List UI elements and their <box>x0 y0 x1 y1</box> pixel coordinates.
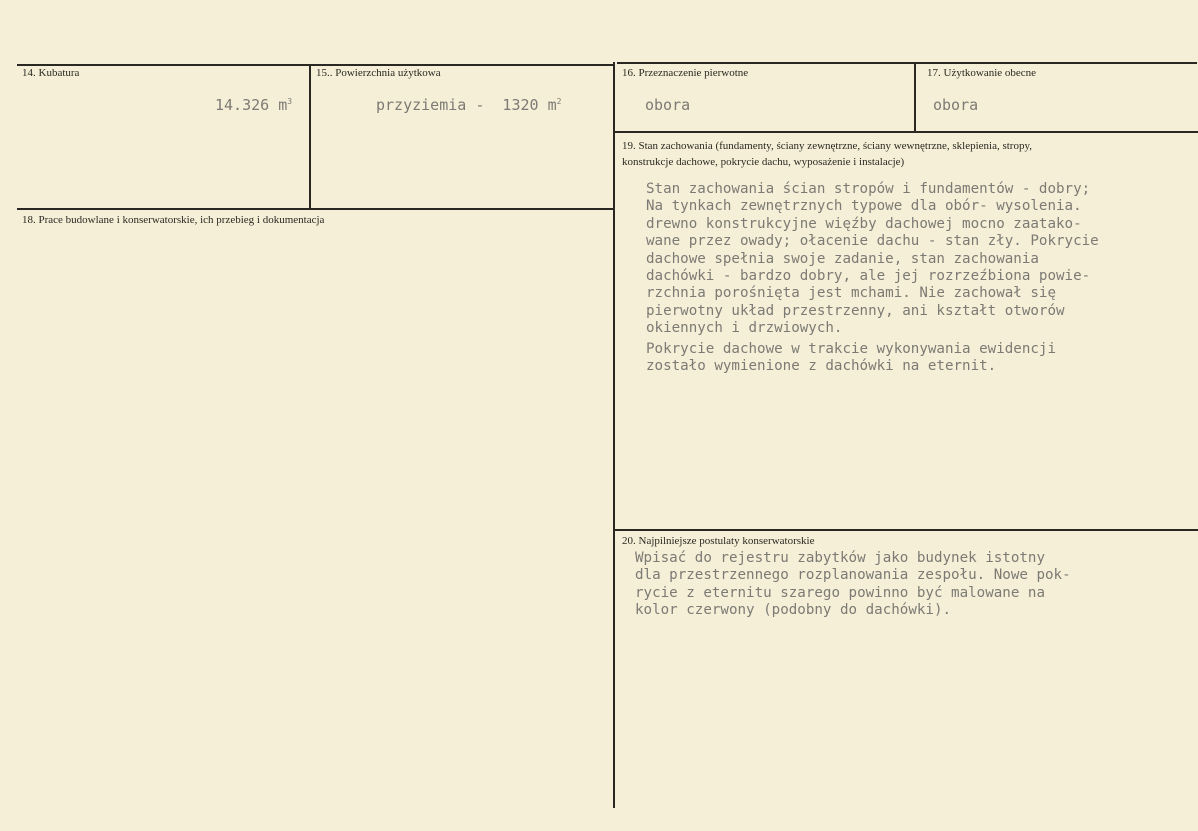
field-20-text-line: kolor czerwony (podobny do dachówki). <box>635 602 952 619</box>
center-divider <box>613 62 615 808</box>
field-19-text-line: wane przez owady; ołacenie dachu - stan zły. Pokrycie <box>646 233 1099 250</box>
field-14-label: 14. Kubatura <box>22 67 80 79</box>
field-19-text-line: dachówki - bardzo dobry, ale jej rozrzeźbiona powie- <box>646 268 1091 285</box>
field-14-unit-sup: 3 <box>287 97 293 106</box>
field-14-value-text: 14.326 m <box>215 96 288 114</box>
field-19-text-line: drewno konstrukcyjne więźby dachowej mocno zaatako- <box>646 215 1082 232</box>
field-20-text <box>635 550 1071 620</box>
rule-under-16-17 <box>615 131 1198 133</box>
field-19-text-line: Stan zachowania ścian stropów i fundamentów - dobry; <box>646 181 1091 197</box>
field-14-value <box>215 96 292 114</box>
field-15-value <box>376 96 561 114</box>
top-rule-right <box>617 62 1197 64</box>
field-15-label: 15.. Powierzchnia użytkowa <box>316 67 441 79</box>
field-19-text-line: Pokrycie dachowe w trakcie wykonywania ewidencji <box>646 341 1056 357</box>
field-19-text-line: okiennych i drzwiowych. <box>646 320 843 337</box>
field-19-label-line1: 19. Stan zachowania (fundamenty, ściany zewnętrzne, ściany wewnętrzne, sklepienia, stropy, <box>622 140 1033 152</box>
field-16-label: 16. Przeznaczenie pierwotne <box>622 67 749 79</box>
field-17-label: 17. Użytkowanie obecne <box>927 67 1037 79</box>
field-19-text-line: Na tynkach zewnętrznych typowe dla obór- wysolenia. <box>646 198 1082 215</box>
field-19-label-line2: konstrukcje dachowe, pokrycie dachu, wyposażenie i instalacje) <box>622 156 905 168</box>
field-16-value: obora <box>645 96 691 114</box>
field-17-value: obora <box>933 96 979 114</box>
field-20-text-line: dla przestrzennego rozplanowania zespołu. Nowe pok- <box>635 567 1071 584</box>
top-rule-left <box>17 64 613 66</box>
field-19-text-line: pierwotny układ przestrzenny, ani kształt otworów <box>646 302 1065 319</box>
field-19-text-line: zostało wymienione z dachówki na eternit. <box>646 358 997 375</box>
divider-14-15 <box>309 64 311 208</box>
field-15-value-text: przyziemia - 1320 m <box>376 96 557 114</box>
rule-above-18 <box>17 208 613 210</box>
rule-above-20 <box>615 529 1198 531</box>
field-19-paragraph-2 <box>646 341 1056 376</box>
divider-16-17 <box>914 62 916 132</box>
field-15-unit-sup: 2 <box>556 97 562 106</box>
field-18-label: 18. Prace budowlane i konserwatorskie, ich przebieg i dokumentacja <box>22 214 325 226</box>
field-20-text-line: Wpisać do rejestru zabytków jako budynek istotny <box>635 550 1045 566</box>
field-19-text-line: rzchnia porośnięta jest mchami. Nie zachował się <box>646 285 1056 302</box>
field-20-text-line: rycie z eternitu szarego powinno być malowane na <box>635 584 1045 601</box>
field-20-label: 20. Najpilniejsze postulaty konserwatorskie <box>622 535 815 547</box>
field-19-text-line: dachowe spełnia swoje zadanie, stan zachowania <box>646 250 1039 267</box>
field-19-paragraph-1 <box>646 181 1099 338</box>
